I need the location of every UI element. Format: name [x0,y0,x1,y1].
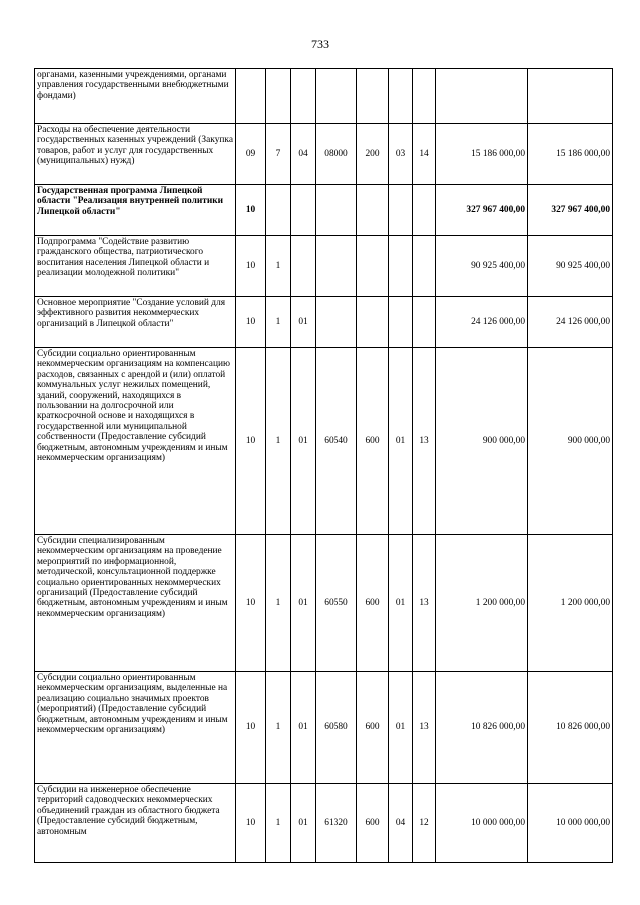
budget-table [34,68,613,863]
page-number: 733 [311,37,329,51]
amount-cell: 900 000,00 [528,348,613,535]
code-cell: 600 [357,784,389,863]
code-cell [291,69,316,124]
code-cell: 10 [236,784,266,863]
code-cell: 60580 [316,672,357,784]
code-cell: 60540 [316,348,357,535]
code-cell [291,185,316,236]
row-name-cell: органами, казенными учреждениями, органами управления государственными внебюджетными фондами) [35,69,236,124]
table-row [35,185,613,236]
code-cell [357,236,389,297]
code-cell: 200 [357,124,389,185]
code-cell: 1 [266,348,291,535]
code-cell: 61320 [316,784,357,863]
code-cell [389,297,413,348]
code-cell [236,69,266,124]
row-name-cell: Расходы на обеспечение деятельности государственных казенных учреждений (Закупка товаров, работ и услуг для государственных (муниципальных) нужд) [35,124,236,185]
code-cell [389,236,413,297]
code-cell [357,185,389,236]
table-row [35,348,613,535]
amount-cell: 24 126 000,00 [528,297,613,348]
code-cell [389,69,413,124]
amount-cell: 15 186 000,00 [436,124,528,185]
table-row [35,124,613,185]
row-name-cell: Субсидии на инженерное обеспечение территорий садоводческих некоммерческих объединений граждан из областного бюджета (Предоставление субсидий бюджетным, автономным [35,784,236,863]
row-name-cell: Основное мероприятие "Создание условий для эффективного развития некоммерческих организаций в Липецкой области" [35,297,236,348]
code-cell: 7 [266,124,291,185]
code-cell: 10 [236,535,266,672]
code-cell [413,69,436,124]
code-cell: 09 [236,124,266,185]
code-cell: 03 [389,124,413,185]
code-cell: 12 [413,784,436,863]
amount-cell: 15 186 000,00 [528,124,613,185]
code-cell [389,185,413,236]
code-cell: 10 [236,672,266,784]
code-cell [291,236,316,297]
code-cell [357,69,389,124]
code-cell [413,297,436,348]
code-cell: 10 [236,185,266,236]
code-cell: 600 [357,672,389,784]
code-cell [413,236,436,297]
code-cell: 01 [291,672,316,784]
code-cell: 600 [357,535,389,672]
code-cell: 13 [413,535,436,672]
amount-cell [528,69,613,124]
code-cell: 04 [389,784,413,863]
row-name-cell: Государственная программа Липецкой области "Реализация внутренней политики Липецкой области" [35,185,236,236]
code-cell: 1 [266,236,291,297]
code-cell: 1 [266,672,291,784]
code-cell: 01 [291,535,316,672]
amount-cell: 327 967 400,00 [436,185,528,236]
amount-cell: 10 826 000,00 [528,672,613,784]
amount-cell: 10 000 000,00 [436,784,528,863]
code-cell: 60550 [316,535,357,672]
amount-cell: 10 826 000,00 [436,672,528,784]
code-cell: 04 [291,124,316,185]
code-cell: 1 [266,535,291,672]
code-cell [316,185,357,236]
code-cell: 10 [236,348,266,535]
code-cell: 14 [413,124,436,185]
amount-cell: 1 200 000,00 [528,535,613,672]
code-cell: 13 [413,672,436,784]
code-cell: 01 [291,348,316,535]
code-cell [413,185,436,236]
row-name-cell: Субсидии социально ориентированным некоммерческим организациям, выделенные на реализацию социально значимых проектов (мероприятий) (Предоставление субсидий бюджетным, автономным учреждениям и иным некоммерческим организациям) [35,672,236,784]
amount-cell: 90 925 400,00 [436,236,528,297]
code-cell: 01 [389,535,413,672]
amount-cell: 1 200 000,00 [436,535,528,672]
code-cell [316,297,357,348]
row-name-cell: Подпрограмма "Содействие развитию гражданского общества, патриотического воспитания населения Липецкой области и реализации молодежной политики" [35,236,236,297]
code-cell: 01 [291,297,316,348]
code-cell: 13 [413,348,436,535]
amount-cell: 24 126 000,00 [436,297,528,348]
amount-cell [436,69,528,124]
table-row [35,672,613,784]
row-name-cell: Субсидии специализированным некоммерческим организациям на проведение мероприятий по информационной, методической, консультационной поддержке социально ориентированных некоммерческих организаций (Предоставление субсидий бюджетным, автономным учреждениям и иным некоммерческим организациям) [35,535,236,672]
code-cell [266,69,291,124]
code-cell: 1 [266,297,291,348]
code-cell: 1 [266,784,291,863]
amount-cell: 90 925 400,00 [528,236,613,297]
table-row [35,784,613,863]
code-cell: 600 [357,348,389,535]
table-row [35,69,613,124]
code-cell: 01 [389,672,413,784]
amount-cell: 900 000,00 [436,348,528,535]
amount-cell: 327 967 400,00 [528,185,613,236]
code-cell: 08000 [316,124,357,185]
code-cell: 10 [236,297,266,348]
code-cell [316,236,357,297]
code-cell: 01 [291,784,316,863]
code-cell [316,69,357,124]
code-cell: 01 [389,348,413,535]
table-row [35,297,613,348]
table-row [35,535,613,672]
code-cell: 10 [236,236,266,297]
amount-cell: 10 000 000,00 [528,784,613,863]
code-cell [357,297,389,348]
row-name-cell: Субсидии социально ориентированным некоммерческим организациям на компенсацию расходов, связанных с арендой и (или) оплатой коммунальных услуг нежилых помещений, зданий, сооружений, находящихся в пользовании на долгосрочной или краткосрочной основе и находящихся в государственной или муниципальной собственности (Предоставление субсидий бюджетным, автономным учреждениям и иным некоммерческим организациям) [35,348,236,535]
code-cell [266,185,291,236]
table-row [35,236,613,297]
